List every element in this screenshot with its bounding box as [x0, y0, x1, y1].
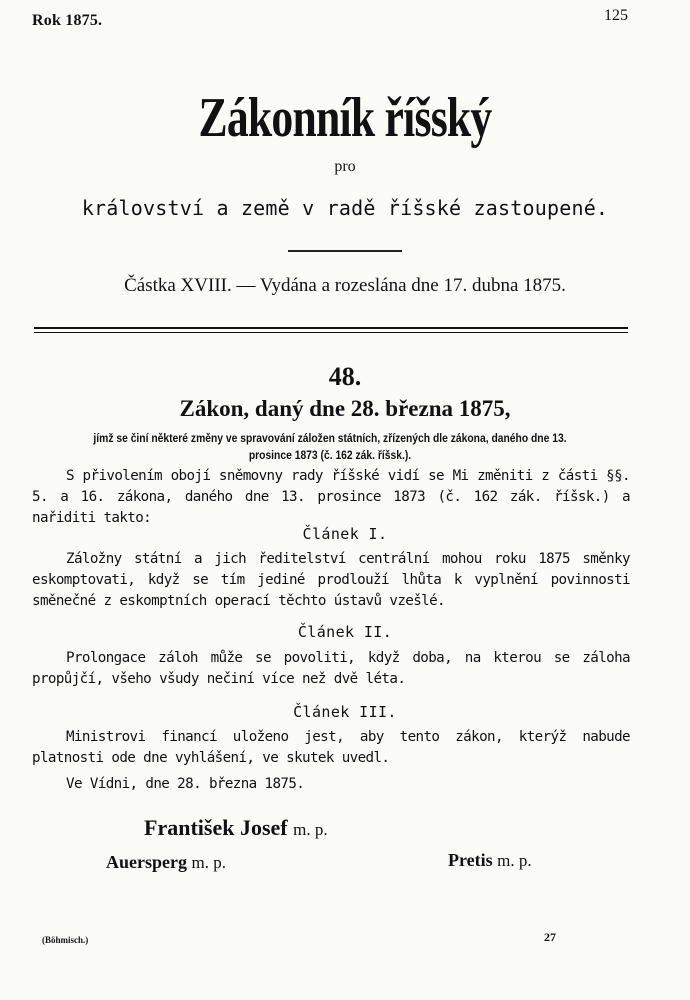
law-preamble: S přivolením obojí sněmovny rady říšské vidí se Mi změniti z části §§. 5. a 16. zákona, daného dne 13. prosince 1873 (č. 162 zák. říšsk.) a nařiditi takto:: [32, 468, 630, 526]
article-1-text: Záložny státní a jich ředitelství centrální mohou roku 1875 směnky eskomptovati, když se tím jediné prodlouží lhůta k vyplnění povinnosti směnečné z eskomptních operací těchto ústavů vzešlé.: [32, 551, 630, 609]
article-3-text: Ministrovi financí uloženo jest, aby tento zákon, kterýž nabude platnosti ode dne vyhlášení, ve skutek uvedl.: [32, 729, 630, 766]
gazette-subtitle: království a země v radě říšské zastoupené.: [81, 196, 609, 220]
footer-language: (Böhmisch.): [42, 935, 89, 945]
signature-left-name: Auersperg: [106, 852, 187, 872]
signature-right-name: Pretis: [448, 850, 493, 870]
signature-left-suffix: m. p.: [191, 853, 226, 872]
signature-right-suffix: m. p.: [497, 851, 532, 870]
year-header: Rok 1875.: [32, 12, 103, 29]
gazette-pro: pro: [334, 158, 356, 175]
gazette-title: Zákonník říšský: [198, 87, 492, 149]
signature-emperor-suffix: m. p.: [293, 820, 328, 839]
issue-line: Částka XVIII. — Vydána a rozeslána dne 17. dubna 1875.: [124, 275, 566, 296]
article-1-heading: Článek I.: [302, 525, 388, 543]
signature-emperor: [144, 815, 328, 841]
signature-right: [448, 850, 532, 871]
page-number: 125: [604, 7, 628, 24]
signature-emperor-name: František Josef: [144, 815, 288, 840]
signature-left: [106, 852, 226, 873]
place-and-date: Ve Vídni, dne 28. března 1875.: [66, 776, 305, 792]
article-2-heading: Článek II.: [297, 623, 393, 641]
title-divider: [288, 250, 402, 252]
article-2-text: Prolongace záloh může se povoliti, když doba, na kterou se záloha propůjčí, všeho všudy nečiní více než dvě léta.: [32, 650, 630, 687]
law-title: Zákon, daný dne 28. března 1875,: [179, 396, 511, 421]
law-description: jímž se činí některé změny ve spravování záložen státních, zřízených dle zákona, daného dne 13. prosince 1873 (č. 162 zák. říšsk.).: [93, 431, 567, 462]
section-rule-top: [34, 327, 628, 329]
law-number: 48.: [328, 362, 362, 391]
footer-sheet-number: 27: [544, 930, 556, 944]
section-rule-bottom: [34, 332, 628, 333]
article-3-heading: Článek III.: [293, 703, 397, 721]
